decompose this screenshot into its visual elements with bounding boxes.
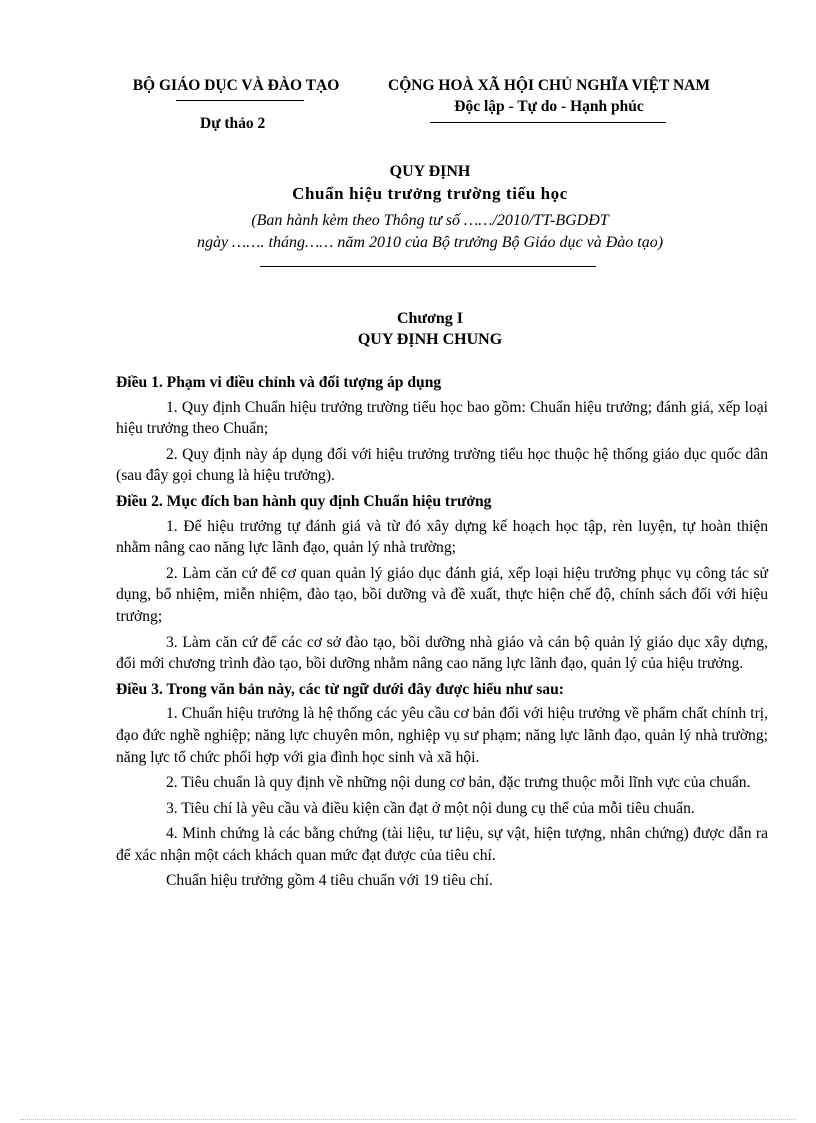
document-name: Chuẩn hiệu trưởng trường tiểu học <box>292 184 568 203</box>
issued-line-2: ngày ……. tháng…… năm 2010 của Bộ trưởng Bộ Giáo dục và Đào tạo) <box>196 234 664 251</box>
article-2 <box>116 491 768 675</box>
motto-underline <box>430 122 666 123</box>
page-footer-divider <box>20 1119 796 1120</box>
article-3 <box>116 679 768 892</box>
title-rule <box>260 266 596 267</box>
document-body <box>116 372 768 896</box>
issued-line-1: (Ban hành kèm theo Thông tư số ……/2010/TT-BGDĐT <box>251 212 609 229</box>
article-heading: Điều 3. Trong văn bản này, các từ ngữ dưới đây được hiểu như sau: <box>116 680 564 698</box>
paragraph: Chuẩn hiệu trưởng gồm 4 tiêu chuẩn với 19 tiêu chí. <box>166 872 493 890</box>
paragraph: 2. Quy định này áp dụng đối với hiệu trưởng trường tiểu học thuộc hệ thống giáo dục quốc dân (sau đây gọi chung là hiệu trưởng). <box>116 445 768 485</box>
paragraph: 1. Quy định Chuẩn hiệu trưởng trường tiểu học bao gồm: Chuẩn hiệu trưởng; đánh giá, xếp loại hiệu trưởng theo Chuẩn; <box>116 398 768 438</box>
republic-header <box>366 76 732 117</box>
paragraph: 3. Tiêu chí là yêu cầu và điều kiện cần đạt ở một nội dung cụ thể của mỗi tiêu chuẩn. <box>166 799 695 817</box>
paragraph: 2. Làm căn cứ để cơ quan quản lý giáo dục đánh giá, xếp loại hiệu trưởng phục vụ công tác sử dụng, bổ nhiệm, miễn nhiệm, đào tạo, bồi dưỡng và đề xuất, thực hiện chế độ, chính sách đối với hiệu trưởng; <box>116 564 768 625</box>
motto: Độc lập - Tự do - Hạnh phúc <box>454 98 644 115</box>
paragraph: 4. Minh chứng là các bằng chứng (tài liệu, tư liệu, sự vật, hiện tượng, nhân chứng) được dẫn ra để xác nhận một cách khách quan mức đạt được của tiêu chí. <box>116 825 768 864</box>
document-type: QUY ĐỊNH <box>389 163 471 180</box>
paragraph: 3. Làm căn cứ để các cơ sở đào tạo, bồi dưỡng nhà giáo và cán bộ quản lý giáo dục xây dựng, đổi mới chương trình đào tạo, bồi dưỡng nhằm nâng cao năng lực lãnh đạo, quản lý của hiệu trưởng. <box>116 633 768 673</box>
draft-label: Dự thảo 2 <box>200 115 266 132</box>
ministry-name: BỘ GIÁO DỤC VÀ ĐÀO TẠO <box>132 77 340 94</box>
republic-name: CỘNG HOÀ XÃ HỘI CHỦ NGHĨA VIỆT NAM <box>388 77 710 94</box>
paragraph: 1. Để hiệu trưởng tự đánh giá và từ đó xây dựng kế hoạch học tập, rèn luyện, tự hoàn thiện nhằm nâng cao năng lực lãnh đạo, quản lý nhà trường; <box>116 517 768 557</box>
chapter-number: Chương I <box>396 310 464 327</box>
ministry-header <box>118 76 354 96</box>
chapter-name: QUY ĐỊNH CHUNG <box>357 331 503 348</box>
paragraph: 1. Chuẩn hiệu trưởng là hệ thống các yêu cầu cơ bản đối với hiệu trưởng về phẩm chất chính trị, đạo đức nghề nghiệp; năng lực chuyên môn, nghiệp vụ sư phạm; năng lực lãnh đạo, quản lý nhà trường; năng lực tổ chức phối hợp với gia đình học sinh và xã hội. <box>116 705 768 766</box>
article-1 <box>116 372 768 487</box>
article-heading: Điều 1. Phạm vi điều chỉnh và đối tượng áp dụng <box>116 374 442 391</box>
paragraph: 2. Tiêu chuẩn là quy định về những nội dung cơ bản, đặc trưng thuộc mỗi lĩnh vực của chuẩn. <box>166 774 751 792</box>
ministry-underline <box>176 100 304 101</box>
article-heading: Điều 2. Mục đích ban hành quy định Chuẩn hiệu trưởng <box>116 492 492 510</box>
